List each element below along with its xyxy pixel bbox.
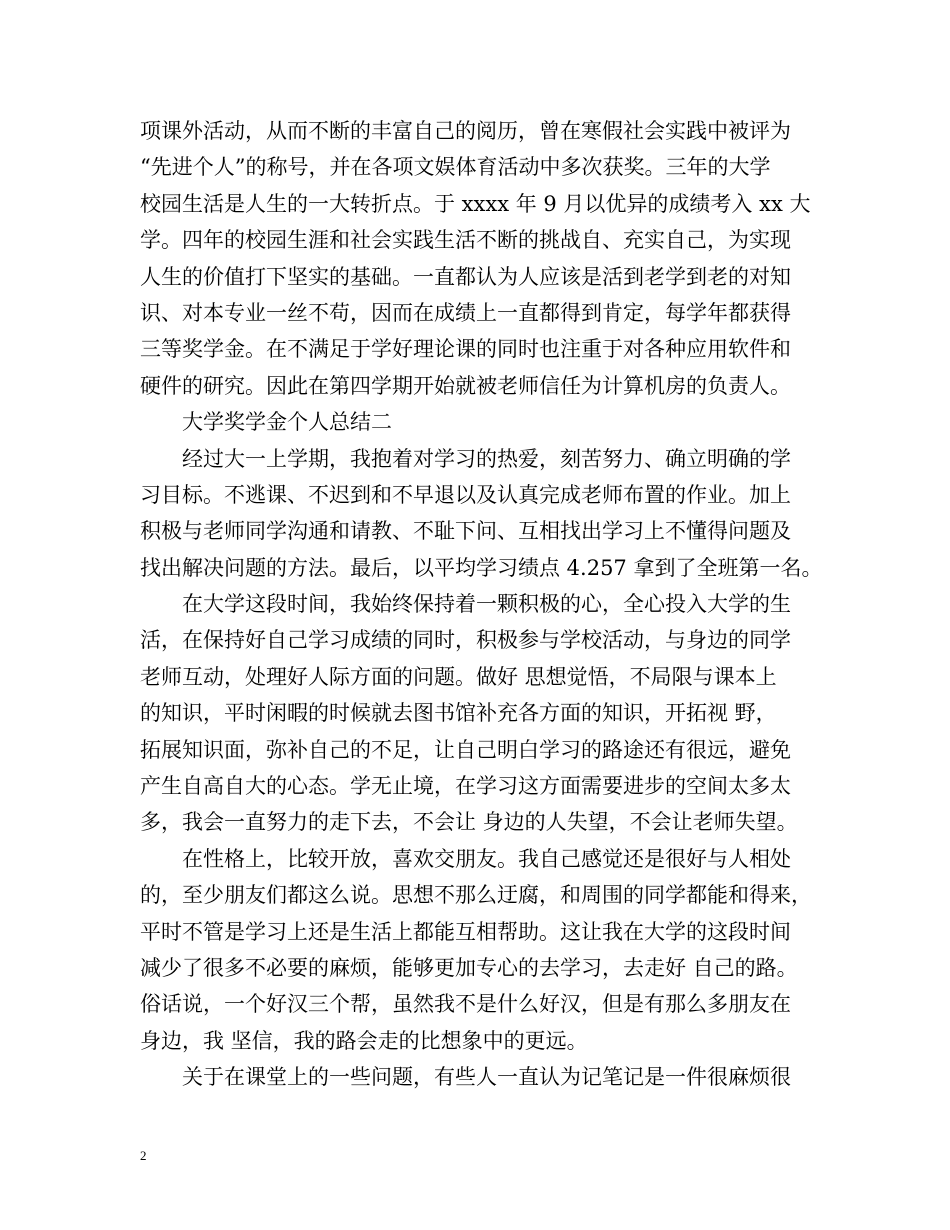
text-line: 积极与老师同学沟通和请教、不耻下问、互相找出学习上不懂得问题及 (140, 519, 791, 544)
text-line: 的，至少朋友们都这么说。思想不那么迂腐，和周围的同学都能和得来， (140, 883, 812, 908)
text-line: 老师互动，处理好人际方面的问题。做好 思想觉悟，不局限与课本上 (140, 664, 777, 689)
text-line: 人生的价值打下坚实的基础。一直都认为人应该是活到老学到老的对知 (140, 264, 791, 289)
text-line: 平时不管是学习上还是生活上都能互相帮助。这让我在大学的这段时间 (140, 919, 791, 944)
text-line: 产生自高自大的心态。学无止境，在学习这方面需要进步的空间太多太 (140, 774, 791, 799)
text-line: 学。四年的校园生涯和社会实践生活不断的挑战自、充实自己，为实现 (140, 228, 791, 253)
text-line: 关于在课堂上的一些问题，有些人一直认为记笔记是一件很麻烦很 (182, 1065, 791, 1090)
text-line: 在性格上，比较开放，喜欢交朋友。我自己感觉还是很好与人相处 (182, 846, 791, 871)
text-line: “先进个人”的称号，并在各项文娱体育活动中多次获奖。三年的大学 (140, 155, 771, 180)
page-number: 2 (140, 1148, 147, 1163)
text-line: 身边，我 坚信，我的路会走的比想象中的更远。 (140, 1028, 588, 1053)
text-line: 多，我会一直努力的走下去，不会让 身边的人失望，不会让老师失望。 (140, 810, 798, 835)
text-line: 项课外活动，从而不断的丰富自己的阅历，曾在寒假社会实践中被评为 (140, 119, 791, 143)
text-line: 拓展知识面，弥补自己的不足，让自己明白学习的路途还有很远，避免 (140, 737, 791, 762)
text-line: 找出解决问题的方法。最后，以平均学习绩点 4.257 拿到了全班第一名。 (140, 555, 823, 580)
text-line: 经过大一上学期，我抱着对学习的热爱，刻苦努力、确立明确的学 (182, 446, 791, 471)
text-line: 俗话说，一个好汉三个帮，虽然我不是什么好汉，但是有那么多朋友在 (140, 992, 791, 1017)
text-line: 三等奖学金。在不满足于学好理论课的同时也注重于对各种应用软件和 (140, 337, 791, 362)
text-line: 习目标。不逃课、不迟到和不早退以及认真完成老师布置的作业。加上 (140, 482, 791, 507)
text-line: 活，在保持好自己学习成绩的同时，积极参与学校活动，与身边的同学 (140, 628, 791, 653)
text-line: 硬件的研究。因此在第四学期开始就被老师信任为计算机房的负责人。 (140, 373, 791, 398)
text-line: 的知识，平时闲暇的时候就去图书馆补充各方面的知识，开拓视 野， (140, 701, 777, 726)
text-line: 校园生活是人生的一大转折点。于 xxxx 年 9 月以优异的成绩考入 xx 大 (140, 191, 811, 216)
text-line: 大学奖学金个人总结二 (182, 410, 392, 435)
text-line: 减少了很多不必要的麻烦，能够更加专心的去学习，去走好 自己的路。 (140, 955, 798, 980)
text-line: 识、对本专业一丝不苟，因而在成绩上一直都得到肯定，每学年都获得 (140, 300, 791, 325)
text-line: 在大学这段时间，我始终保持着一颗积极的心，全心投入大学的生 (182, 592, 791, 617)
document-body (140, 113, 830, 1096)
